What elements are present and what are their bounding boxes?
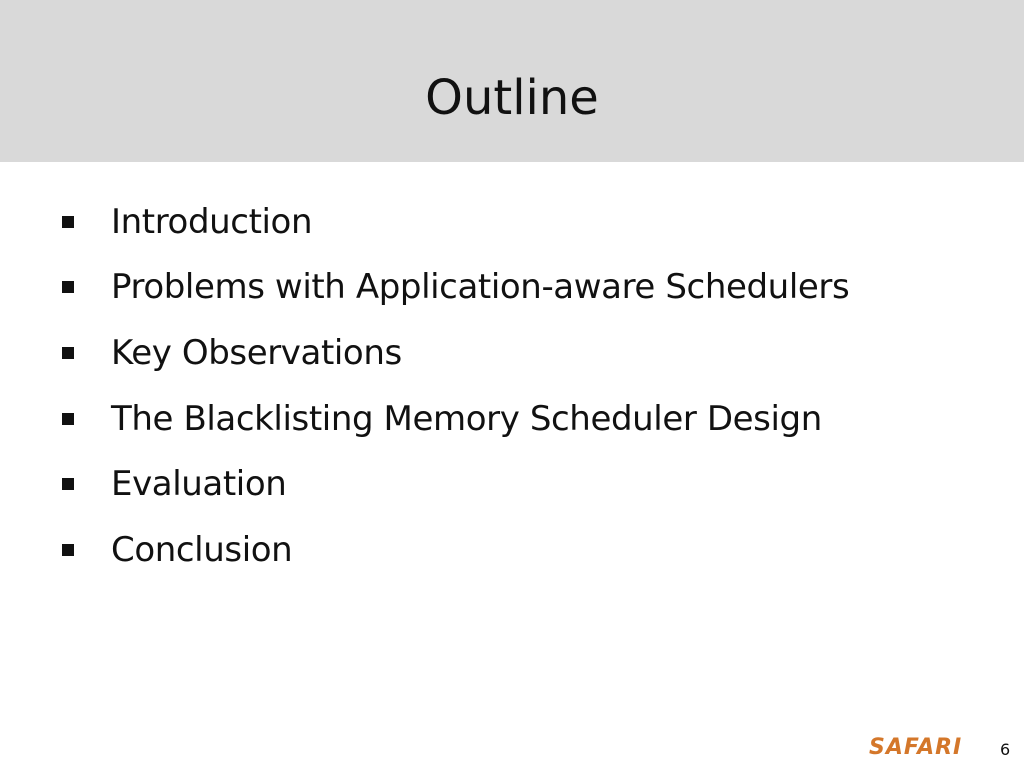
bullet-item — [62, 320, 849, 386]
bullet-text: Introduction — [111, 201, 313, 242]
square-bullet-icon — [62, 281, 74, 293]
square-bullet-icon — [62, 347, 74, 359]
bullet-item — [62, 451, 849, 517]
page-number: 6 — [1000, 740, 1011, 759]
title-band — [0, 0, 1024, 162]
slide-title: Outline — [425, 70, 599, 126]
bullet-text: Evaluation — [111, 464, 287, 505]
bullet-item — [62, 517, 849, 583]
bullet-text: Problems with Application-aware Schedulers — [111, 267, 850, 308]
square-bullet-icon — [62, 413, 74, 425]
square-bullet-icon — [62, 544, 74, 556]
safari-logo: SAFARI — [869, 735, 963, 760]
bullet-text: The Blacklisting Memory Scheduler Design — [111, 398, 822, 439]
bullet-item — [62, 386, 849, 452]
bullet-list — [62, 189, 849, 583]
bullet-text: Conclusion — [111, 529, 293, 570]
bullet-item — [62, 255, 849, 321]
square-bullet-icon — [62, 216, 74, 228]
bullet-text: Key Observations — [111, 332, 402, 373]
square-bullet-icon — [62, 478, 74, 490]
bullet-item — [62, 189, 849, 255]
